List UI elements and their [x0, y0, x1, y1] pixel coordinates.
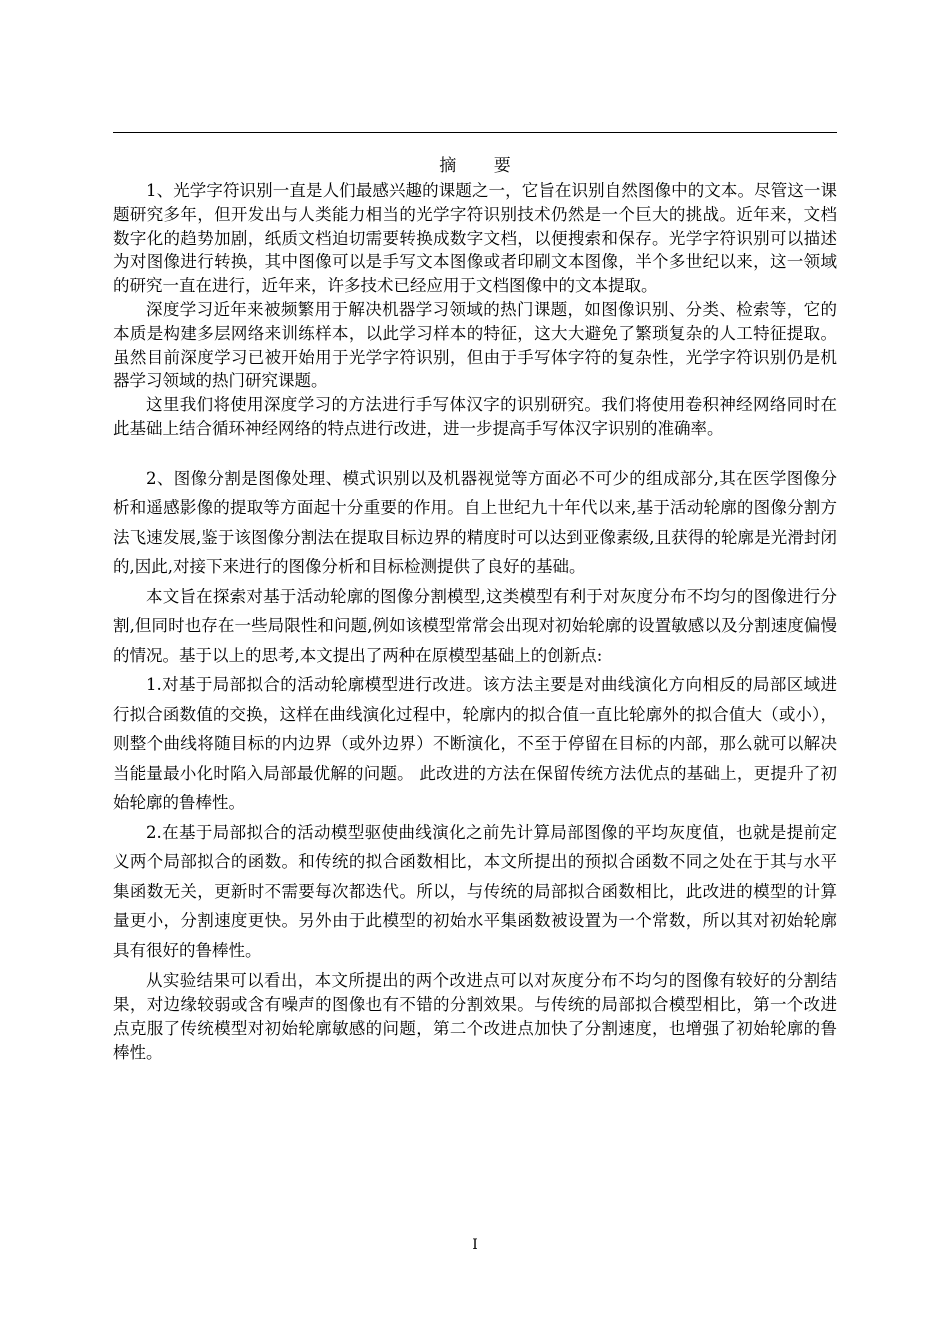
paragraph-segmentation-intro: 2、图像分割是图像处理、模式识别以及机器视觉等方面必不可少的组成部分,其在医学图像分析和遥感影像的提取等方面起十分重要的作用。自上世纪九十年代以来,基于活动轮廓的图像分割方法飞速发展,鉴于该图像分割法在提取目标边界的精度时可以达到亚像素级,且获得的轮廓是光滑封闭的,因此,对接下来进行的图像分析和目标检测提供了良好的基础。: [113, 468, 837, 577]
page-content: [113, 153, 837, 1064]
paragraph-model-overview: 本文旨在探索对基于活动轮廓的图像分割模型,这类模型有利于对灰度分布不均匀的图像进行分割,但同时也存在一些局限性和问题,例如该模型常常会出现对初始轮廓的设置敏感以及分割速度偏慢的情况。基于以上的思考,本文提出了两种在原模型基础上的创新点:: [113, 586, 837, 665]
paragraph-deep-learning: 深度学习近年来被频繁用于解决机器学习领域的热门课题，如图像识别、分类、检索等，它的本质是构建多层网络来训练样本，以此学习样本的特征，这大大避免了繁琐复杂的人工特征提取。虽然目前深度学习已被开始用于光学字符识别，但由于手写体字符的复杂性，光学字符识别仍是机器学习领域的热门研究课题。: [113, 299, 837, 391]
paragraph-innovation-one: 1.对基于局部拟合的活动轮廓模型进行改进。该方法主要是对曲线演化方向相反的局部区域进行拟合函数值的交换，这样在曲线演化过程中，轮廓内的拟合值一直比轮廓外的拟合值大（或小），则整个曲线将随目标的内边界（或外边界）不断演化，不至于停留在目标的内部，那么就可以解决当能量最小化时陷入局部最优解的问题。 此改进的方法在保留传统方法优点的基础上，更提升了初始轮廓的鲁棒性。: [113, 675, 837, 813]
paragraph-handwriting-research: 这里我们将使用深度学习的方法进行手写体汉字的识别研究。我们将使用卷积神经网络同时在此基础上结合循环神经网络的特点进行改进，进一步提高手写体汉字识别的准确率。: [113, 395, 837, 438]
page-number: I: [472, 1237, 478, 1253]
paragraph-results: 从实验结果可以看出，本文所提出的两个改进点可以对灰度分布不均匀的图像有较好的分割结果，对边缘较弱或含有噪声的图像也有不错的分割效果。与传统的局部拟合模型相比，第一个改进点克服了传统模型对初始轮廓敏感的问题，第二个改进点加快了分割速度，也增强了初始轮廓的鲁棒性。: [113, 971, 837, 1062]
paragraph-ocr-intro: 1、光学字符识别一直是人们最感兴趣的课题之一，它旨在识别自然图像中的文本。尽管这一课题研究多年，但开发出与人类能力相当的光学字符识别技术仍然是一个巨大的挑战。近年来，文档数字化的趋势加剧，纸质文档迫切需要转换成数字文档，以便搜索和保存。光学字符识别可以描述为对图像进行转换，其中图像可以是手写文本图像或者印刷文本图像，半个多世纪以来，这一领域的研究一直在进行，近年来，许多技术已经应用于文档图像中的文本提取。: [113, 181, 837, 296]
paragraph-innovation-two: 2.在基于局部拟合的活动模型驱使曲线演化之前先计算局部图像的平均灰度值，也就是提前定义两个局部拟合的函数。和传统的拟合函数相比，本文所提出的预拟合函数不同之处在于其与水平集函数无关，更新时不需要每次都迭代。所以，与传统的局部拟合函数相比，此改进的模型的计算量更小，分割速度更快。另外由于此模型的初始水平集函数被设置为一个常数，所以其对初始轮廓具有很好的鲁棒性。: [113, 822, 837, 960]
header-rule: [113, 132, 837, 133]
section-gap: [113, 441, 837, 464]
abstract-title: 摘 要: [439, 156, 527, 176]
